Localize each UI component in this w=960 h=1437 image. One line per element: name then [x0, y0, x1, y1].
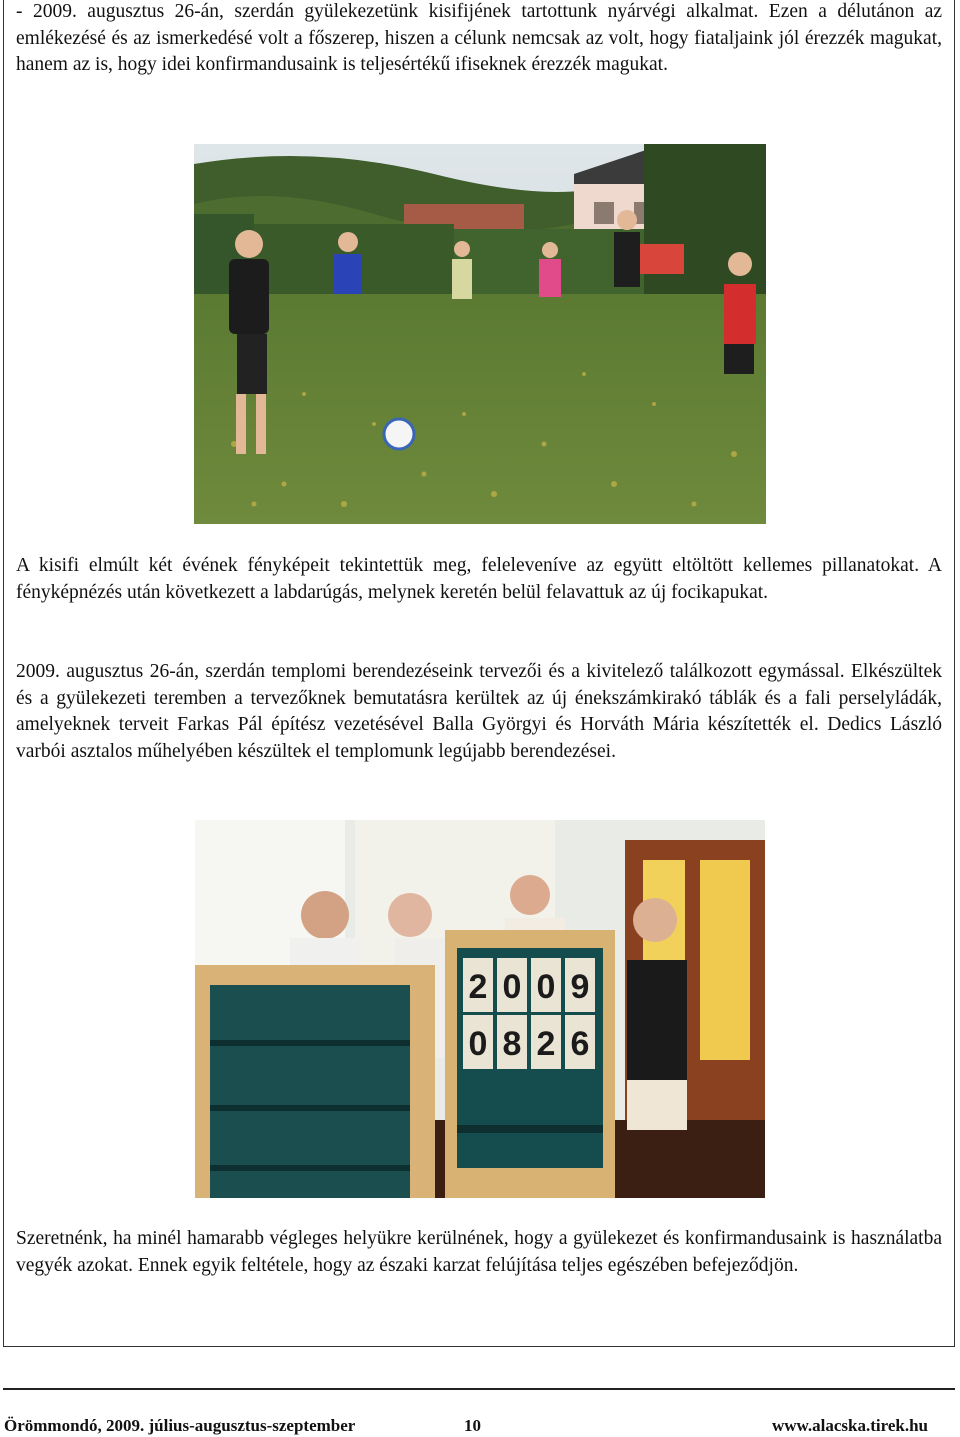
footer-website: www.alacska.tirek.hu	[771, 1416, 928, 1435]
paragraph-after-photo1: A kisifi elmúlt két évének fényképeit tekintettük meg, feleleveníve az együtt eltöltött kellemes pillanatokat. A fényképnézés után következett a labdarúgás, melynek keretén belül felavattuk az új focikapukat.	[16, 555, 942, 603]
paragraph-intro: - 2009. augusztus 26-án, szerdán gyülekezetünk kisifijének tartottunk nyárvégi alkalmat. Ezen a délutánon az emlékezésé és az ismerkedésé volt a főszerep, hiszen a célunk nemcsak az volt, hogy fiataljaink jól érezzék magukat, hanem az is, hogy idei konfirmandusaink is teljesértékű ifiseknek érezzék magukat.	[16, 1, 942, 75]
photo-hymn-number-boards	[195, 820, 765, 1198]
photo-football-game	[194, 144, 766, 524]
footer-publication: Örömmondó, 2009. július-augusztus-szeptember	[4, 1416, 356, 1435]
digit: 2	[536, 1025, 556, 1063]
footer-page-number: 10	[464, 1416, 481, 1435]
digit: 0	[468, 1025, 488, 1063]
paragraph-furniture: 2009. augusztus 26-án, szerdán templomi berendezéseink tervezői és a kivitelező találkozott egymással. Elkészültek és a gyülekezeti teremben a tervezőknek bemutatásra kerültek az új énekszámkirakó táblák és a fali perselyládák, amelyeknek terveit Farkas Pál építész vezetésével Balla Györgyi és Horváth Mária készítették el. Dedics László varbói asztalos műhelyében készültek el templomunk legújabb berendezései.	[16, 661, 942, 762]
digit: 2	[468, 968, 488, 1006]
digit: 9	[570, 968, 590, 1006]
paragraph-closing: Szeretnénk, ha minél hamarabb végleges helyükre kerülnének, hogy a gyülekezet és konfirmandusaink is használatba vegyék azokat. Ennek egyik feltétele, hogy az északi karzat felújítása teljes egészében befejeződjön.	[16, 1228, 942, 1276]
digit: 8	[502, 1025, 522, 1063]
digit: 0	[502, 968, 522, 1006]
footer-rule	[3, 1388, 955, 1390]
digit: 6	[570, 1025, 590, 1063]
digit: 0	[536, 968, 556, 1006]
left-hymn-board	[195, 965, 435, 1198]
